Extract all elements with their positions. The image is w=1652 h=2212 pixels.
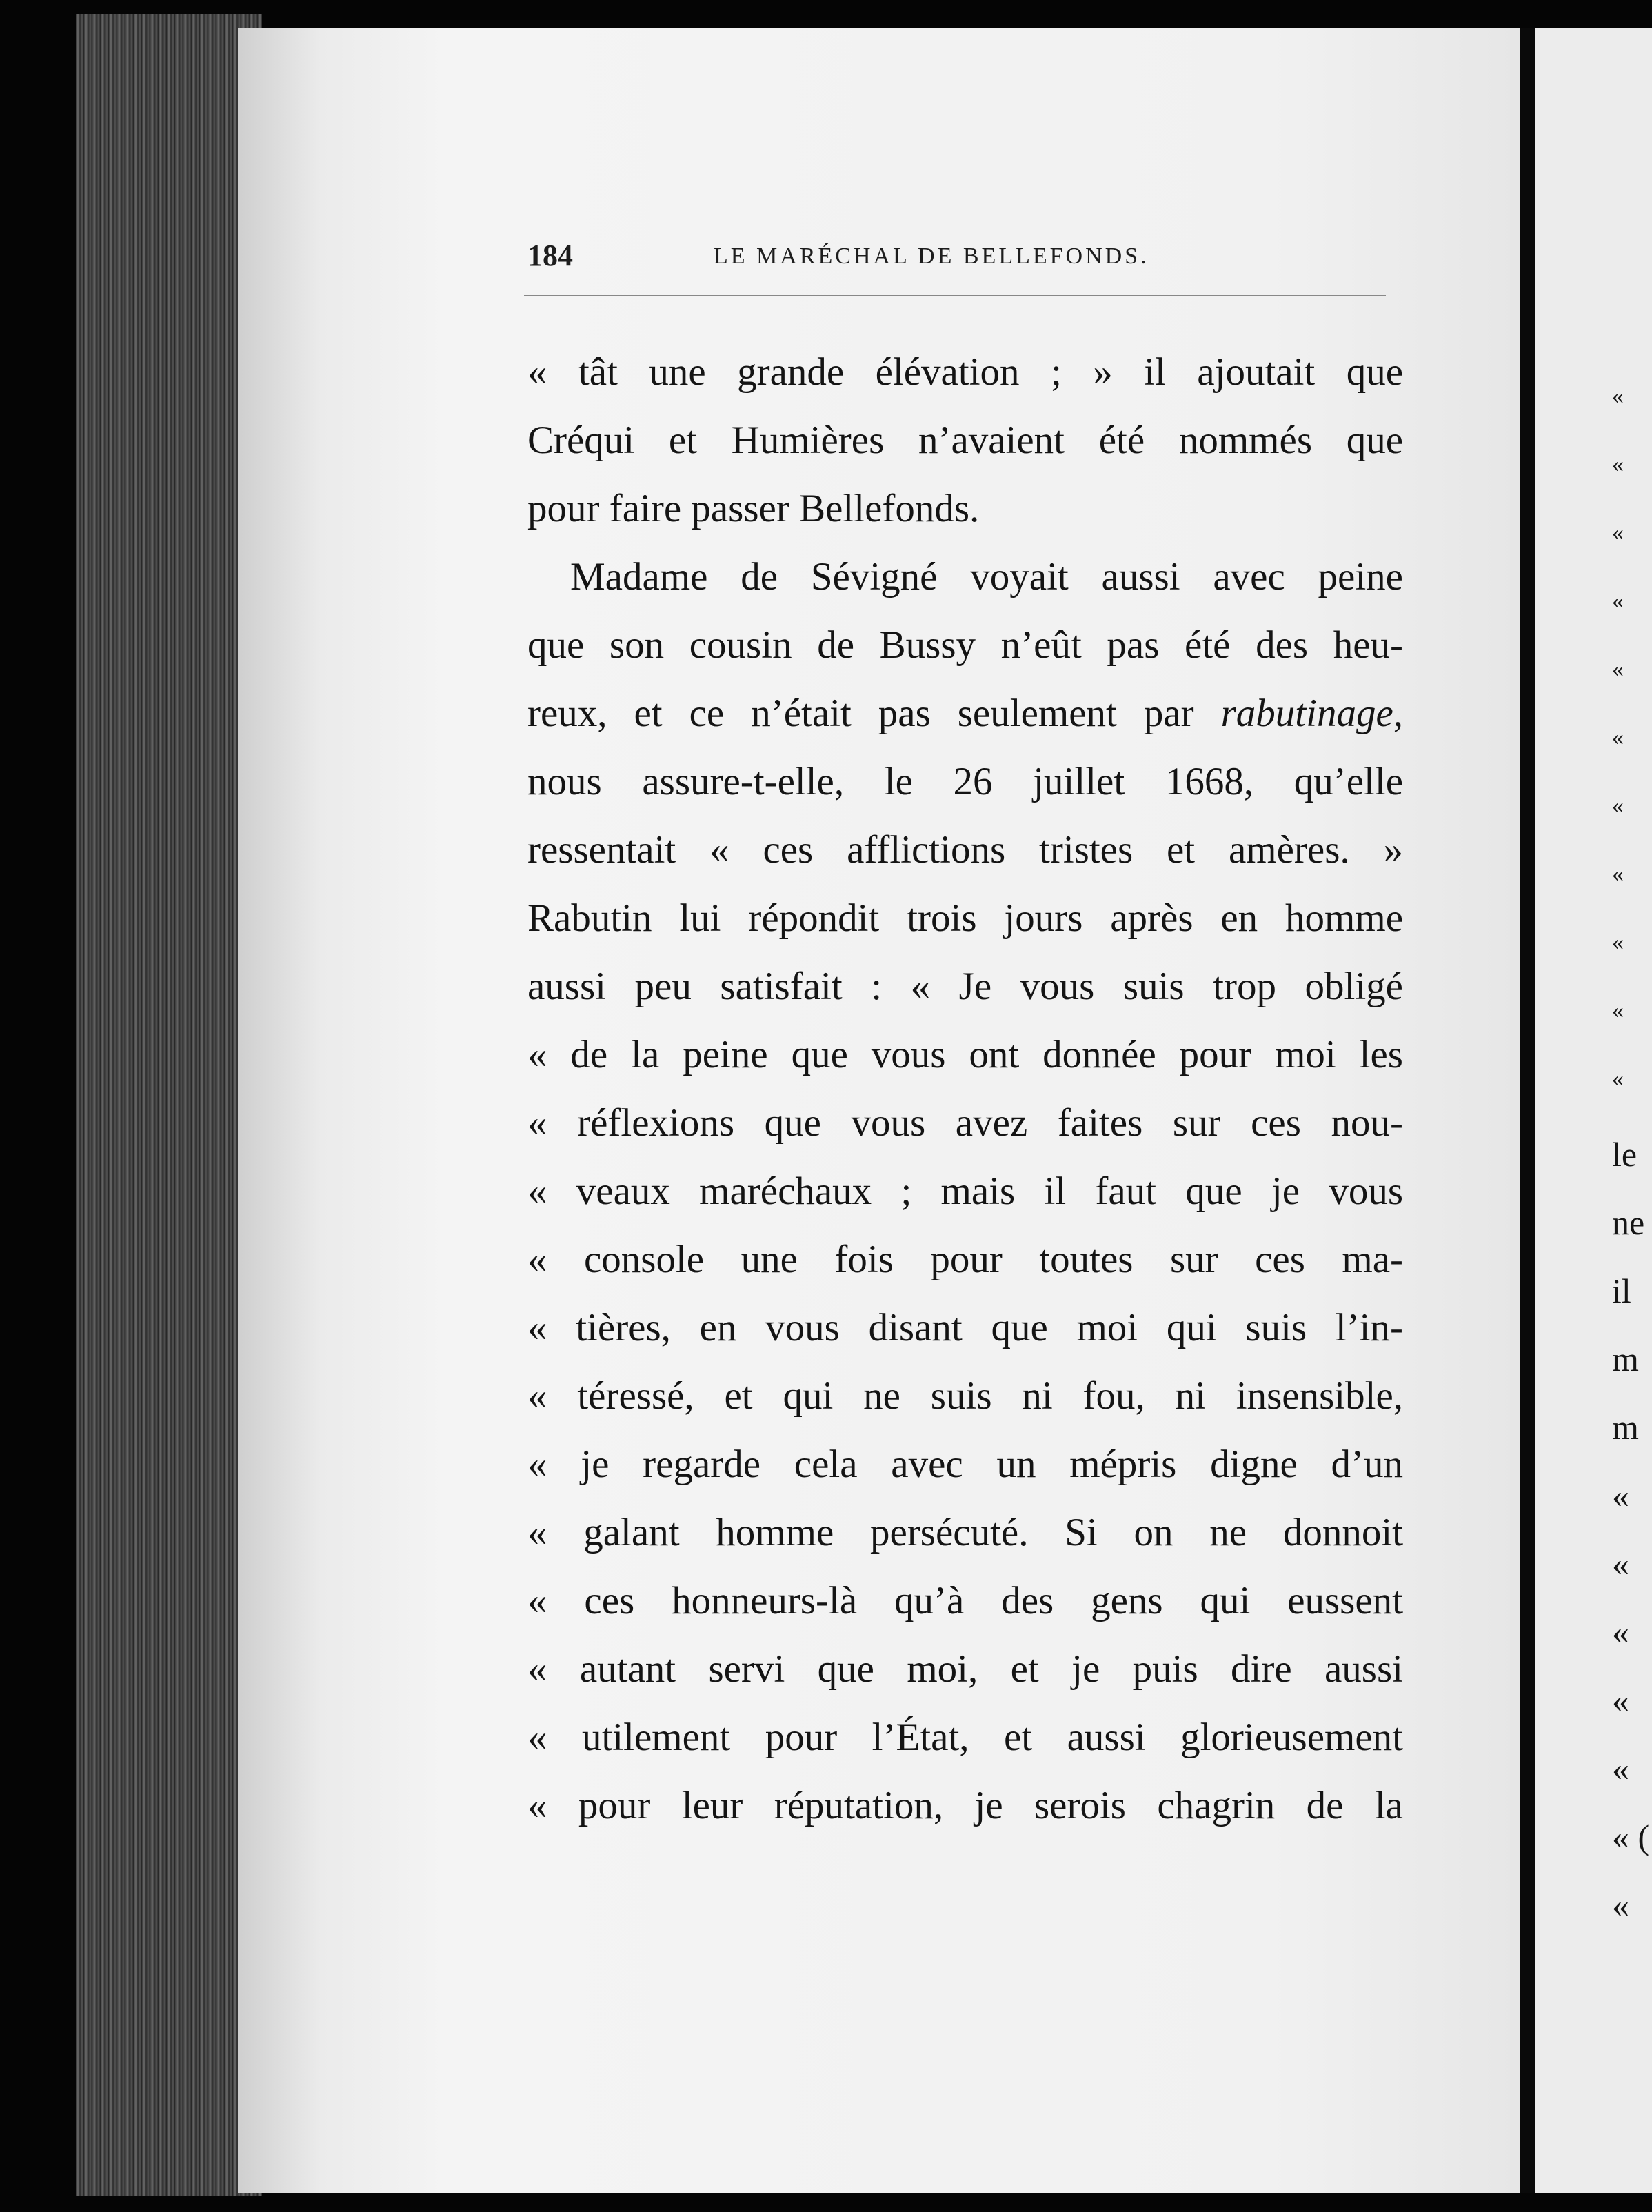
text-line: « galant homme persécuté. Si on ne donnoit [527, 1511, 1403, 1554]
line-fragment: ne [1612, 1203, 1645, 1242]
text-line: « téressé, et qui ne suis ni fou, ni insensible, [527, 1374, 1403, 1418]
quote-mark: « [1612, 998, 1624, 1023]
quote-mark: « [1612, 929, 1624, 955]
page-edges [76, 14, 262, 2196]
text-line: « tières, en vous disant que moi qui suis l’in- [527, 1306, 1403, 1349]
text-line: « de la peine que vous ont donnée pour moi les [527, 1033, 1403, 1076]
text-line: pour faire passer Bellefonds. [527, 487, 980, 530]
line-fragment: « [1612, 1749, 1629, 1788]
line-fragment: « [1612, 1613, 1629, 1651]
text-line: « utilement pour l’État, et aussi glorieusement [527, 1716, 1403, 1759]
line-fragment: le [1612, 1135, 1638, 1174]
quote-mark: « [1612, 588, 1624, 614]
line-fragment: il [1612, 1271, 1631, 1310]
text-line: reux, et ce n’était pas seulement par rabutinage, [527, 692, 1403, 735]
text-line: aussi peu satisfait : « Je vous suis trop obligé [527, 965, 1403, 1008]
adjacent-page-line-starts [1612, 1120, 1652, 1940]
line-fragment: « [1612, 1886, 1629, 1924]
text-line: Créqui et Humières n’avaient été nommés que [527, 419, 1403, 462]
quote-mark: « [1612, 383, 1624, 409]
text-line: que son cousin de Bussy n’eût pas été des heu- [527, 623, 1403, 667]
quote-mark: « [1612, 725, 1624, 750]
text-line: ressentait « ces afflictions tristes et amères. » [527, 828, 1403, 872]
text-line: « ces honneurs-là qu’à des gens qui eussent [527, 1579, 1403, 1622]
line-fragment: « [1612, 1681, 1629, 1720]
page-number: 184 [527, 239, 573, 272]
text-line: « console une fois pour toutes sur ces ma- [527, 1238, 1403, 1281]
text-line: « tât une grande élévation ; » il ajoutait que [527, 350, 1403, 394]
italic-word: rabutinage [1220, 692, 1393, 735]
text-line: « réflexions que vous avez faites sur ces nou- [527, 1101, 1403, 1145]
text-line: Rabutin lui répondit trois jours après en homme [527, 896, 1403, 940]
line-fragment: « [1612, 1545, 1629, 1583]
header-rule [524, 295, 1386, 296]
quote-mark: « [1612, 656, 1624, 682]
line-fragment: m [1612, 1408, 1639, 1447]
text-line: Madame de Sévigné voyait aussi avec peine [570, 555, 1403, 599]
text-line: « pour leur réputation, je serois chagrin de la [527, 1784, 1403, 1827]
quote-mark: « [1612, 452, 1624, 477]
text-line: « veaux maréchaux ; mais il faut que je vous [527, 1169, 1403, 1213]
adjacent-page-quote-marks [1612, 362, 1652, 1113]
line-fragment: m [1612, 1340, 1639, 1378]
text-line: nous assure-t-elle, le 26 juillet 1668, qu’elle [527, 760, 1403, 803]
running-head [527, 238, 1389, 286]
quote-mark: « [1612, 1066, 1624, 1092]
header-title: LE MARÉCHAL DE BELLEFONDS. [714, 243, 1149, 269]
text-line: « je regarde cela avec un mépris digne d’un [527, 1442, 1403, 1486]
page-gutter [1520, 28, 1535, 2193]
line-fragment: « ( [1612, 1818, 1650, 1856]
line-fragment: « [1612, 1476, 1629, 1515]
text-line: « autant servi que moi, et je puis dire aussi [527, 1647, 1403, 1691]
quote-mark: « [1612, 793, 1624, 818]
quote-mark: « [1612, 861, 1624, 887]
body-text [527, 338, 1403, 1840]
quote-mark: « [1612, 520, 1624, 545]
